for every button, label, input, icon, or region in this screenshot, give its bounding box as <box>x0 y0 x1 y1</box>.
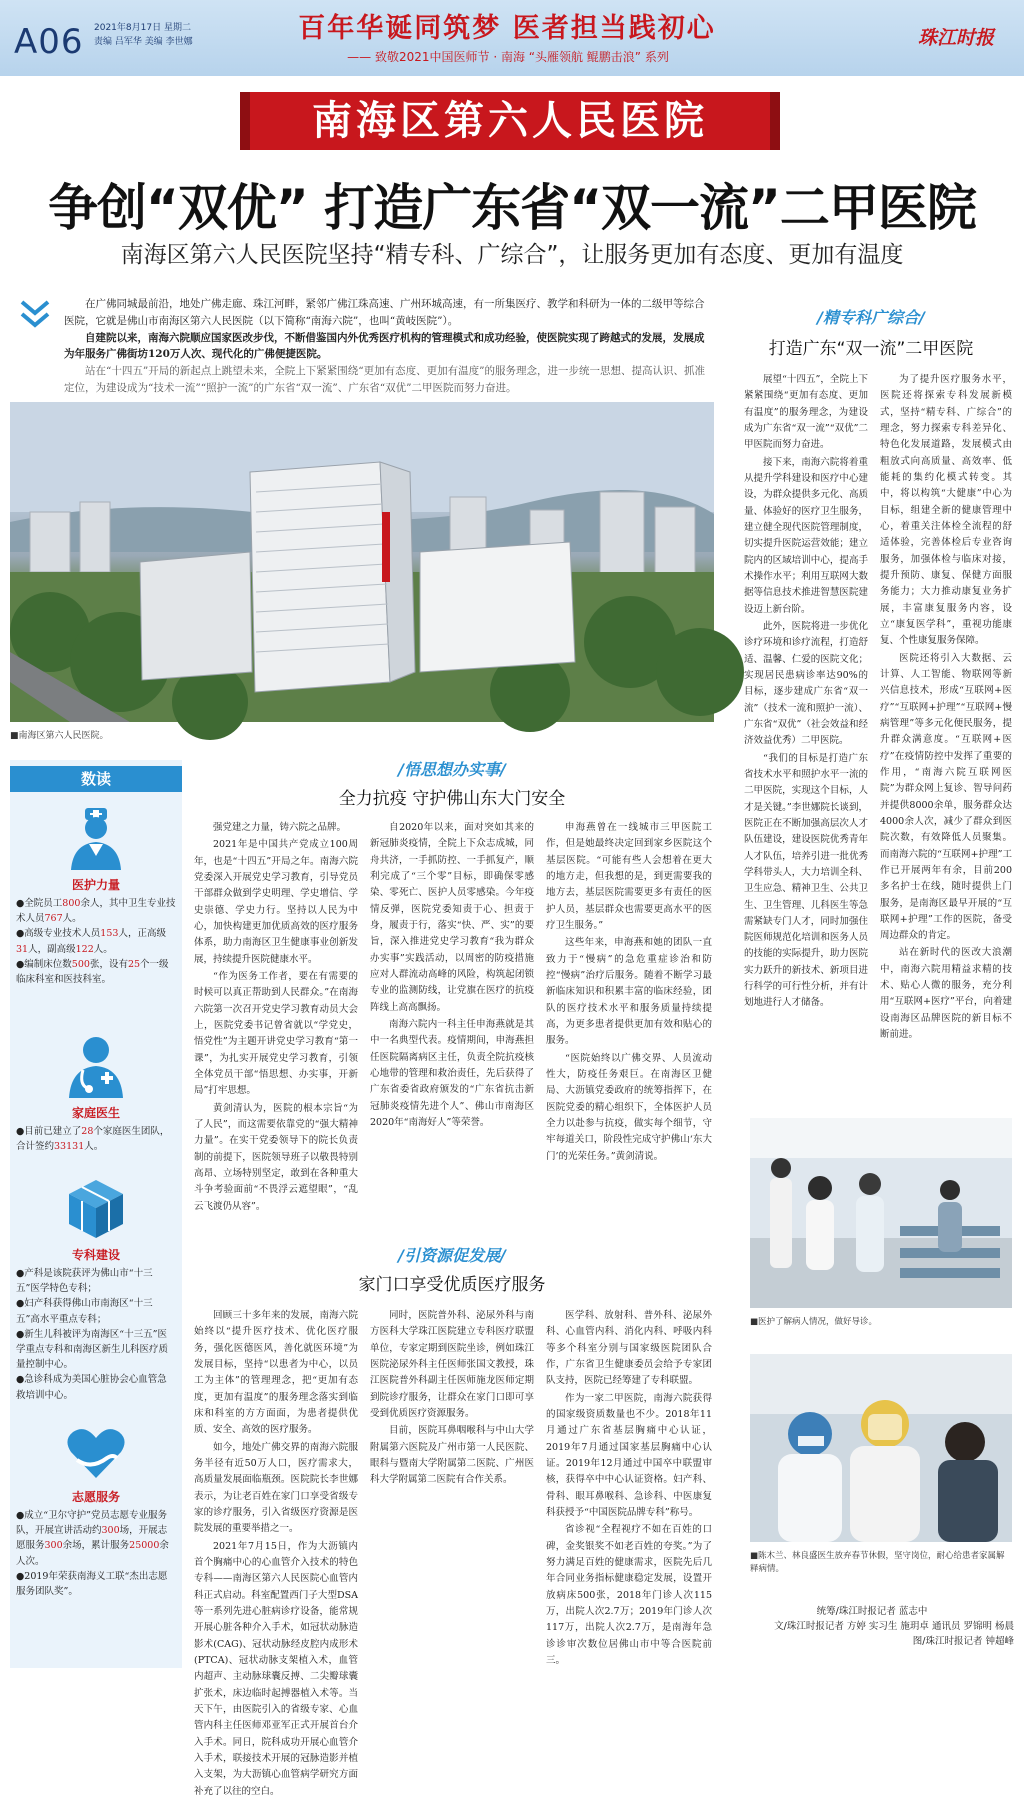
lead-p2: 自建院以来，南海六院顺应国家医改步伐，不断借鉴国内外优秀医疗机构的管理模式和成功经验，使医院实现了跨越式的发展，发展成为年服务广佛街坊120万人次、现代化的广佛便捷医院。 <box>64 331 705 361</box>
stat-item: ●2019年荣获南海义工联“杰出志愿服务团队奖”。 <box>16 1570 168 1597</box>
stat-item: ●成立“卫尔守护”党员志愿专业服务队，开展宣讲活动约300场，开展志愿服务300余场，累计服务25000余人次。 <box>16 1510 169 1567</box>
hospital-banner <box>240 92 780 150</box>
stat-item: ●急诊科成为美国心脏协会心血管急救培训中心。 <box>16 1374 167 1401</box>
paragraph: 这些年来，申海燕和她的团队一直致力于“慢病”的急危重症诊治和防控“慢病”治疗后服务。随着不断学习最新临床知识和积累丰富的临床经验，团队的医疗技术水平和服务质量持续提高，为更多患者提供更加有效和贴心的服务。 <box>546 937 712 1047</box>
paragraph: 申海燕曾在一线城市三甲医院工作，但是她最终决定回到家乡医院这个基层医院。“可能有些人会想着在更大的地方走，但我想的是，到更需要我的地方去，基层医院需要更多有责任的医护人员，基层群众也需要更高水平的医疗卫生服务。” <box>546 822 712 931</box>
hero-caption: ■南海区第六人民医院。 <box>10 731 109 741</box>
heart-hand-icon <box>61 1420 131 1486</box>
headline: 争创“双优” 打造广东省“双一流”二甲医院 <box>48 179 976 237</box>
section1-tag: /悟思想办实事/ <box>398 760 506 779</box>
photo-guidance-caption: ■医护了解病人情况，做好导诊。 <box>750 1317 878 1327</box>
hero-photo <box>10 402 714 722</box>
lead-p1: 在广佛同城最前沿，地处广佛走廊、珠江河畔，紧邻广佛江珠高速、广州环城高速，有一所集医疗、教学和科研为一体的二级甲等综合医院，它就是佛山市南海区第六人民医院（以下简称“南海六院”，也叫“黄岐医院”）。 <box>64 298 705 327</box>
category-text-family-doctor <box>16 1124 176 1154</box>
subheadline: 南海区第六人民医院坚持“精专科、广综合”，让服务更加有态度、更加有温度 <box>120 242 904 268</box>
stat-item: ●全院员工800余人，其中卫生专业技术人员767人。 <box>16 898 176 925</box>
paragraph: 医学科、放射科、普外科、泌尿外科、心血管内科、消化内科、呼吸内科等多个科室分别与国家级医院团队合作，广东省卫生健康委员会给予专家团队支持，医院已经筹建了专科联盟。 <box>546 1310 712 1387</box>
credit-photo: 图/珠江时报记者 钟超峰 <box>912 1636 1014 1648</box>
data-panel-title: 数读 <box>10 766 182 792</box>
stat-item: ●新生儿科被评为南海区“十三五”医学重点专科和南海区新生儿科医疗质量控制中心。 <box>16 1328 169 1371</box>
paragraph: “作为医务工作者，要在有需要的时候可以真正帮助到人民群众。”在南海六院第一次召开党史学习教育动员大会上，医院党委书记曾省就以“学党史，悟党性”为主题开讲党史学习教育“第一课”，为扎实开展党史学习教育，引领全体党员干部“悟思想、办实事，开新局”打牢思想。 <box>194 970 358 1097</box>
hospital-hall-image <box>750 1118 1012 1308</box>
photo-guidance <box>750 1118 1012 1308</box>
paragraph: 作为一家二甲医院，南海六院获得的国家级资质数量也不少。2018年11月通过广东省基层胸痛中心认证，2019年7月通过国家基层胸痛中心认证。2019年12月通过中国卒中联盟审核，获得卒中中心认证资格。妇产科、骨科、眼耳鼻喉科、急诊科、中医康复科获授予“中国医院品牌专科”称号。 <box>546 1392 712 1518</box>
slogan: 百年华诞同筑梦 医者担当践初心 <box>298 13 716 44</box>
category-label-medical-staff: 医护力量 <box>71 878 120 892</box>
lead-p3: 站在“十四五”开局的新起点上跳望未来，全院上下紧紧围绕“更加有态度、更加有温度”的服务理念，进一步统一思想、提高认识、抓准定位，为建设成为“技术一流”“照护一流”的广东省“双一流”、广东省“双优”二甲医院而努力奋进。 <box>64 365 705 394</box>
paragraph: 自2020年以来，面对突如其来的新冠肺炎疫情，全院上下众志成城，同舟共济，一手抓防控、一手抓复产，顺利完成了“三个零”目标，即确保零感染、零死亡、医护人员零感染。今年疫情反弹，医院党委知责于心、担责于身，履责于行，落实“快、严、实”的要旨，深入推进党史学习教育“我为群众办实事”实践活动，以周密的防疫措施应对人群流动高峰的风险，构筑起闭锁专业的监测防线，让党旗在医疗的抗疫阵线上高高飘扬。 <box>370 822 534 1013</box>
publish-date: 2021年8月17日 星期二 <box>94 23 191 33</box>
masthead-logo: 珠江时报 <box>918 27 995 49</box>
credits <box>730 1604 1014 1650</box>
publication-info <box>94 22 193 49</box>
paragraph: “医院始终以广佛交界、人员流动性大，防疫任务艰巨。在南海区卫健局、大沥镇党委政府的统筹指挥下，在医院党委的精心组织下，全体医护人员全力以赴参与抗疫，做实每个细节，守牢每道关口，阶段性完成守护佛山‘东大门’的光荣任务。”黄剑清说。 <box>546 1052 712 1162</box>
section3-title: 打造广东“双一流”二甲医院 <box>768 339 974 359</box>
paragraph: 接下来，南海六院将着重从提升学科建设和医疗中心建设，为群众提供多元化、高质量、体验好的医疗卫生服务，建立健全现代医院管理制度，切实提升医院运营效能；建立院内的区域培训中心，提高手术操作水平；利用互联网大数据等信息技术推进智慧医院建设迈上新台阶。 <box>744 456 868 615</box>
section1-title: 全力抗疫 守护佛山东大门安全 <box>338 789 566 809</box>
section2-tag: /引资源促发展/ <box>398 1246 506 1265</box>
paragraph: 医院还将引入大数据、云计算、人工智能、物联网等新兴信息技术，形成“互联网+医疗”“互联网+护理”“互联网+慢病管理”等多元化便民服务，提升群众满意度。“互联网+医疗”在疫情防控中发挥了重要的作用，“南海六院互联网医院”为群众网上复诊、智导问药并提供8000余单，服务群众达4000余人次，减少了群众到医院次数，有效降低人员聚集。而南海六院的“互联网+护理”工作已开展两年有余，目前200多名护士在线，随时提供上门服务，是南海区最早开展的“互联网+护理”工作的医院，备受周边群众的肯定。 <box>880 652 1012 942</box>
page-number: A06 <box>14 22 84 62</box>
category-label-volunteer: 志愿服务 <box>71 1490 120 1504</box>
paragraph: 为了提升医疗服务水平，医院还将探索专科发展新模式，坚持“精专科、广综合”的理念，努力探索专科差异化、特色化发展道路，发展模式由粗放式向高质量、高效率、低能耗的集约化模式转变。其中，将以构筑“大健康”中心为目标，组建全新的健康管理中心，着重关注体检全流程的舒适体验，完善体检后专业咨询服务，加强体检与临床对接，提升预防、康复、保健方面服务能力；大力推动康复业务扩展，丰富康复服务内容，设立“康复医学科”，重视功能康复、个性康复服务保障。 <box>880 374 1012 647</box>
section2-col3 <box>546 1308 712 1672</box>
credit-text: 文/珠江时报记者 方婷 实习生 施玥卓 通讯员 罗锦明 杨晨 <box>774 1621 1014 1633</box>
section2-col2 <box>370 1308 534 1672</box>
stat-item: ●产科是该院获评为佛山市“十三五”医学特色专科； <box>16 1268 153 1295</box>
photo-consultation <box>750 1354 1012 1542</box>
paragraph: 南海六院内一科主任申海燕就是其中一名典型代表。疫情期间，申海燕担任医院隔离病区主任，负责全院抗疫核心地带的管理和救治责任，先后获得了广东省委省政府颁发的“广东省抗击新冠肺炎疫情先进个人”、佛山市南海区2020年“南海好人”等荣誉。 <box>370 1018 534 1128</box>
credit-coordination: 统筹/珠江时报记者 蓝志中 <box>816 1606 928 1617</box>
paragraph: “我们的目标是打造广东省技术水平和照护水平一流的二甲医院，实现这个目标，人才是关键。”李世娜院长谈到，医院正在不断加强高层次人才队伍建设，建设医院优秀青年人才队伍，培养引进一批优秀学科带头人，大力培训全科、卫生应急、精神卫生、公共卫生、卫生管理、儿科医生等急需紧缺专门人才，同时加强住院医师规范化培训和医务人员的技能的实际提升，助力医院实力跃升的新技术、新项目进行科学的可行性分析，并有计划地进行人才储备。 <box>744 752 868 1009</box>
paragraph: 省诊视“全程视疗不如在百姓的口碑，金奖银奖不如老百姓的夸奖。”为了努力满足百姓的健康需求，医院先后几年合同业务指标健康稳定发展，设置开放病床500张，2018年门诊人次115万，出院人次2.7万；2019年门诊人次117万，出院人次2.7万，是南海年急诊诊审次数位居佛山市中等合医院前三。 <box>546 1524 712 1666</box>
doctor-icon <box>61 806 131 872</box>
paragraph: 强党建之力量，铸六院之品牌。 <box>213 822 347 833</box>
stat-item: ●编制床位数500张，设有25个一级临床科室和医技科室。 <box>16 958 169 985</box>
category-text-volunteer <box>16 1508 176 1599</box>
paragraph: 同时，医院普外科、泌尿外科与南方医科大学珠江医院建立专科医疗联盟单位，专家定期到医院坐诊，例如珠江医院泌尿外科主任医师张国文教授，珠江医院普外科副主任医师施龙医师定期到院诊疗服务，让群众在家门口即可享受到优质医疗资源服务。 <box>370 1310 534 1419</box>
category-text-medical-staff <box>16 896 176 987</box>
paragraph: 黄剑清认为，医院的根本宗旨“为了人民”，而这需要依靠党的“强大精神力量”。在实干党委领导下的院长负责制的前提下，医院领导班子以敬畏特别高昂、立场特别坚定，敢到在各种重大斗争考验面前“不畏浮云遮望眼”，“乱云飞渡仍从容”。 <box>194 1102 358 1212</box>
cube-icon <box>61 1176 131 1242</box>
paragraph: 回顾三十多年来的发展，南海六院始终以“提升医疗技术、优化医疗服务，强化医德医风，善化就医环境”为发展目标，坚持“以患者为中心，以员工为主体”的管理理念，把“更加有态度，更加有温度”的服务理念落实到临床和科室的方方面面，为患者提供优质、安全、高效的医疗服务。 <box>194 1310 358 1436</box>
doctors-patient-image <box>750 1354 1012 1542</box>
paragraph: 此外，医院将进一步优化诊疗环境和诊疗流程，打造舒适、温馨、仁爱的医院文化；实现居民患病诊率达90%的目标，逐步建成广东省“双一流”（技术一流和照护一流）、广东省“双优”（社会效益和经济效益优秀）二甲医院。 <box>744 620 868 747</box>
section3-tag: /精专科广综合/ <box>817 308 925 327</box>
photo-consultation-caption: ■陈木兰、林良盛医生放弃春节休假，坚守岗位，耐心给患者家属解释病情。 <box>750 1551 1005 1575</box>
editors: 责编 吕军华 美编 李世娜 <box>94 36 193 47</box>
paragraph: 展望“十四五”，全院上下紧紧围绕“更加有态度、更加有温度”的服务理念，为建设成为广东省“双一流”“双优”二甲医院而努力奋进。 <box>744 374 868 451</box>
paragraph: 2021年7月15日，作为大沥镇内首个胸痛中心的心血管介入技术的特色专科——南海区第六人民医院心血管内科正式启动。科室配置西门子大型DSA等一系列先进心脏病诊疗设备，能常规开展心脏各种介入手术，如冠状动脉造影术(CAG)、冠状动脉经皮腔内成形术(PTCA)、冠状动脉支架植入术，血管内超声、主动脉球囊反搏、二尖瓣球囊扩张术，床边临时起搏器植入术等。当天下午，由医院引入的省级专家、心血管内科主任医师邓亚军正式开展首台介入手术。同日，院科成功开展心血管介入手术，联接技术开展的冠脉造影并植入支架，为大沥镇心血管病学研究方面补充了以往的空白。 <box>194 1540 358 1797</box>
category-text-specialty <box>16 1266 176 1403</box>
paragraph: 站在新时代的医改大浪潮中，南海六院用精益求精的技术、贴心人微的服务，充分利用“互联网+医疗”平台，向着建设南海区品牌医院的新目标不断前进。 <box>880 947 1012 1041</box>
hospital-skyline-image <box>10 402 714 722</box>
chevron-down-icon <box>18 298 52 332</box>
section1-col2 <box>370 820 534 1192</box>
section2-title: 家门口享受优质医疗服务 <box>358 1275 546 1295</box>
paragraph: 目前，医院耳鼻咽喉科与中山大学附属第六医院及广州市第一人民医院、眼科与暨南大学附属第二医院、广州医科大学附属第二医院有合作关系。 <box>370 1425 534 1486</box>
section3-col1 <box>744 372 868 1068</box>
paragraph: 2021年是中国共产党成立100周年，也是“十四五”开局之年。南海六院党委深入开展党史学习教育，引导党员干部群众做到学史明理、学史增信、学史崇德、学史力行。坚持以人民为中心，加快构建更加优质高效的医疗服务体系，助力南海区卫生健康事业创新发展，持续提升医院健康水平。 <box>194 839 358 965</box>
section1-col3 <box>546 820 712 1192</box>
stat-item: ●妇产科获得佛山市南海区“十三五”高水平重点专科； <box>16 1298 153 1325</box>
section1-col1 <box>194 820 358 1212</box>
stat-item: ●目前已建立了28个家庭医生团队，合计签约33131人。 <box>16 1126 170 1153</box>
section2-col1 <box>194 1308 358 1797</box>
category-label-family-doctor: 家庭医生 <box>71 1106 120 1120</box>
paragraph: 如今，地处广佛交界的南海六院服务半径有近50万人口，医疗需求大，高质量发展面临瓶颈。医院院长李世娜表示，为让老百姓在家门口享受省级专家的诊疗服务，引入省级医疗资源是医院发展的重要举措之一。 <box>194 1441 358 1535</box>
stat-item: ●高级专业技术人员153人，正高级31人，副高级122人。 <box>16 928 166 955</box>
category-label-specialty: 专科建设 <box>71 1248 120 1262</box>
series-title: —— 致敬2021中国医师节 · 南海 “头雁领航 鲲鹏击浪” 系列 <box>347 50 669 64</box>
family-doctor-icon <box>61 1034 131 1100</box>
banner-text: 南海区第六人民医院 <box>312 97 708 144</box>
lead-paragraphs <box>64 296 714 397</box>
section3-col2 <box>880 372 1012 1068</box>
